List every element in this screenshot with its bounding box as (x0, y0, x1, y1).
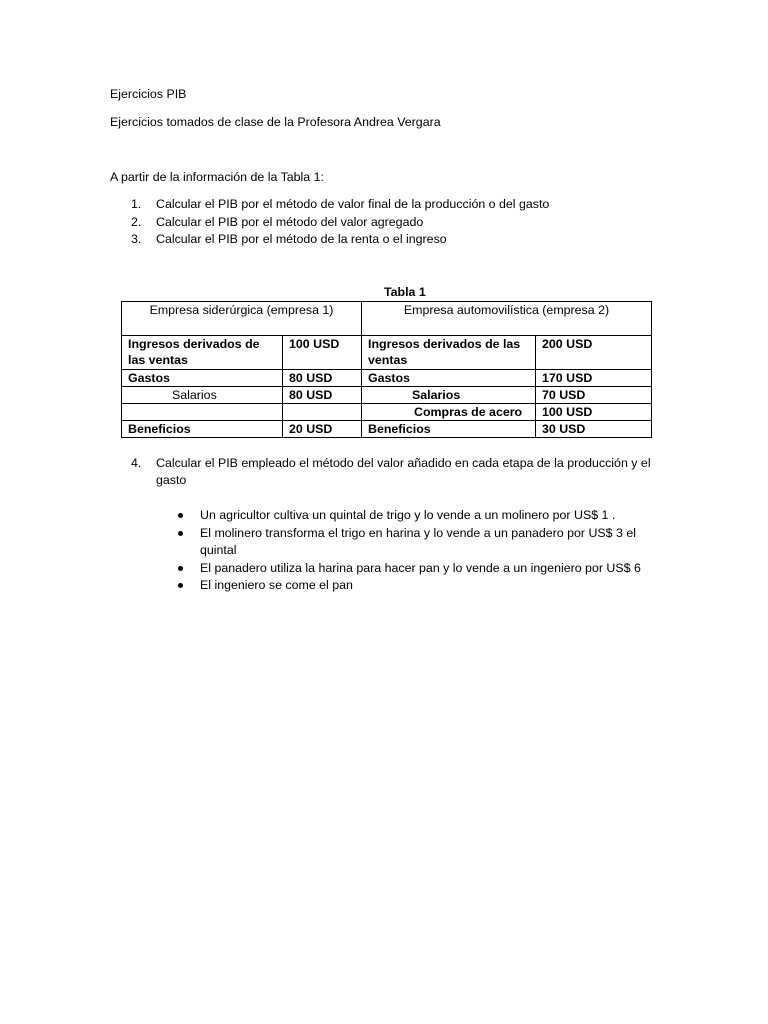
document-subtitle: Ejercicios tomados de clase de la Profesora Andrea Vergara (110, 115, 441, 129)
table-cell: Salarios (122, 387, 283, 404)
table-row (122, 404, 652, 421)
list-item-text: El molinero transforma el trigo en harina y lo vende a un panadero por US$ 3 el quintal (200, 525, 636, 557)
list-item (170, 525, 670, 560)
companies-table (121, 301, 652, 438)
table-cell: 80 USD (283, 387, 362, 404)
bullet-icon (178, 566, 183, 571)
header-company-1: Empresa siderúrgica (empresa 1) (122, 302, 362, 336)
list-item (170, 507, 670, 525)
task-text: Calcular el PIB empleado el método del valor añadido en cada etapa de la producción y el gasto (156, 456, 651, 487)
table-cell: Beneficios (122, 421, 283, 438)
table-cell: 20 USD (283, 421, 362, 438)
task-number: 1. (131, 197, 142, 211)
task-number: 3. (131, 232, 142, 246)
intro-text: A partir de la información de la Tabla 1: (110, 170, 324, 184)
table-cell: Gastos (122, 370, 283, 387)
table-cell: 200 USD (536, 336, 652, 370)
table-cell: Compras de acero (362, 404, 536, 421)
table-cell: Ingresos derivados de las ventas (362, 336, 536, 370)
table-cell: 100 USD (536, 404, 652, 421)
table-cell: Beneficios (362, 421, 536, 438)
document-title: Ejercicios PIB (110, 87, 187, 101)
task-number: 4. (131, 456, 142, 470)
bullet-list (170, 507, 670, 595)
bullet-icon (178, 513, 183, 518)
table-row (122, 370, 652, 387)
task-number: 2. (131, 214, 142, 229)
bullet-icon (178, 583, 183, 588)
header-company-2: Empresa automovilística (empresa 2) (362, 302, 652, 336)
table-cell: 80 USD (283, 370, 362, 387)
list-item-text: El ingeniero se come el pan (200, 578, 353, 592)
bullet-icon (178, 531, 183, 536)
table-row (122, 336, 652, 370)
table-cell: Gastos (362, 370, 536, 387)
list-item-text: Un agricultor cultiva un quintal de trigo y lo vende a un molinero por US$ 1 . (200, 508, 616, 522)
list-item-text: El panadero utiliza la harina para hacer pan y lo vende a un ingeniero por US$ 6 (200, 560, 641, 575)
table-cell: 100 USD (283, 336, 362, 370)
list-item (170, 577, 670, 595)
task-text: Calcular el PIB por el método de valor final de la producción o del gasto (156, 197, 550, 211)
table-cell: Salarios (362, 387, 536, 404)
table-header-row (122, 302, 652, 336)
table-caption: Tabla 1 (384, 285, 426, 299)
task-text: Calcular el PIB por el método de la renta o el ingreso (156, 232, 447, 246)
task-text: Calcular el PIB por el método del valor agregado (156, 214, 424, 229)
table-cell (283, 404, 362, 421)
table-row (122, 387, 652, 404)
table-cell: 30 USD (536, 421, 652, 438)
table-row (122, 421, 652, 438)
table-cell: 170 USD (536, 370, 652, 387)
table-cell (122, 404, 283, 421)
table-cell: 70 USD (536, 387, 652, 404)
list-item (170, 560, 670, 578)
table-cell: Ingresos derivados de las ventas (122, 336, 283, 370)
